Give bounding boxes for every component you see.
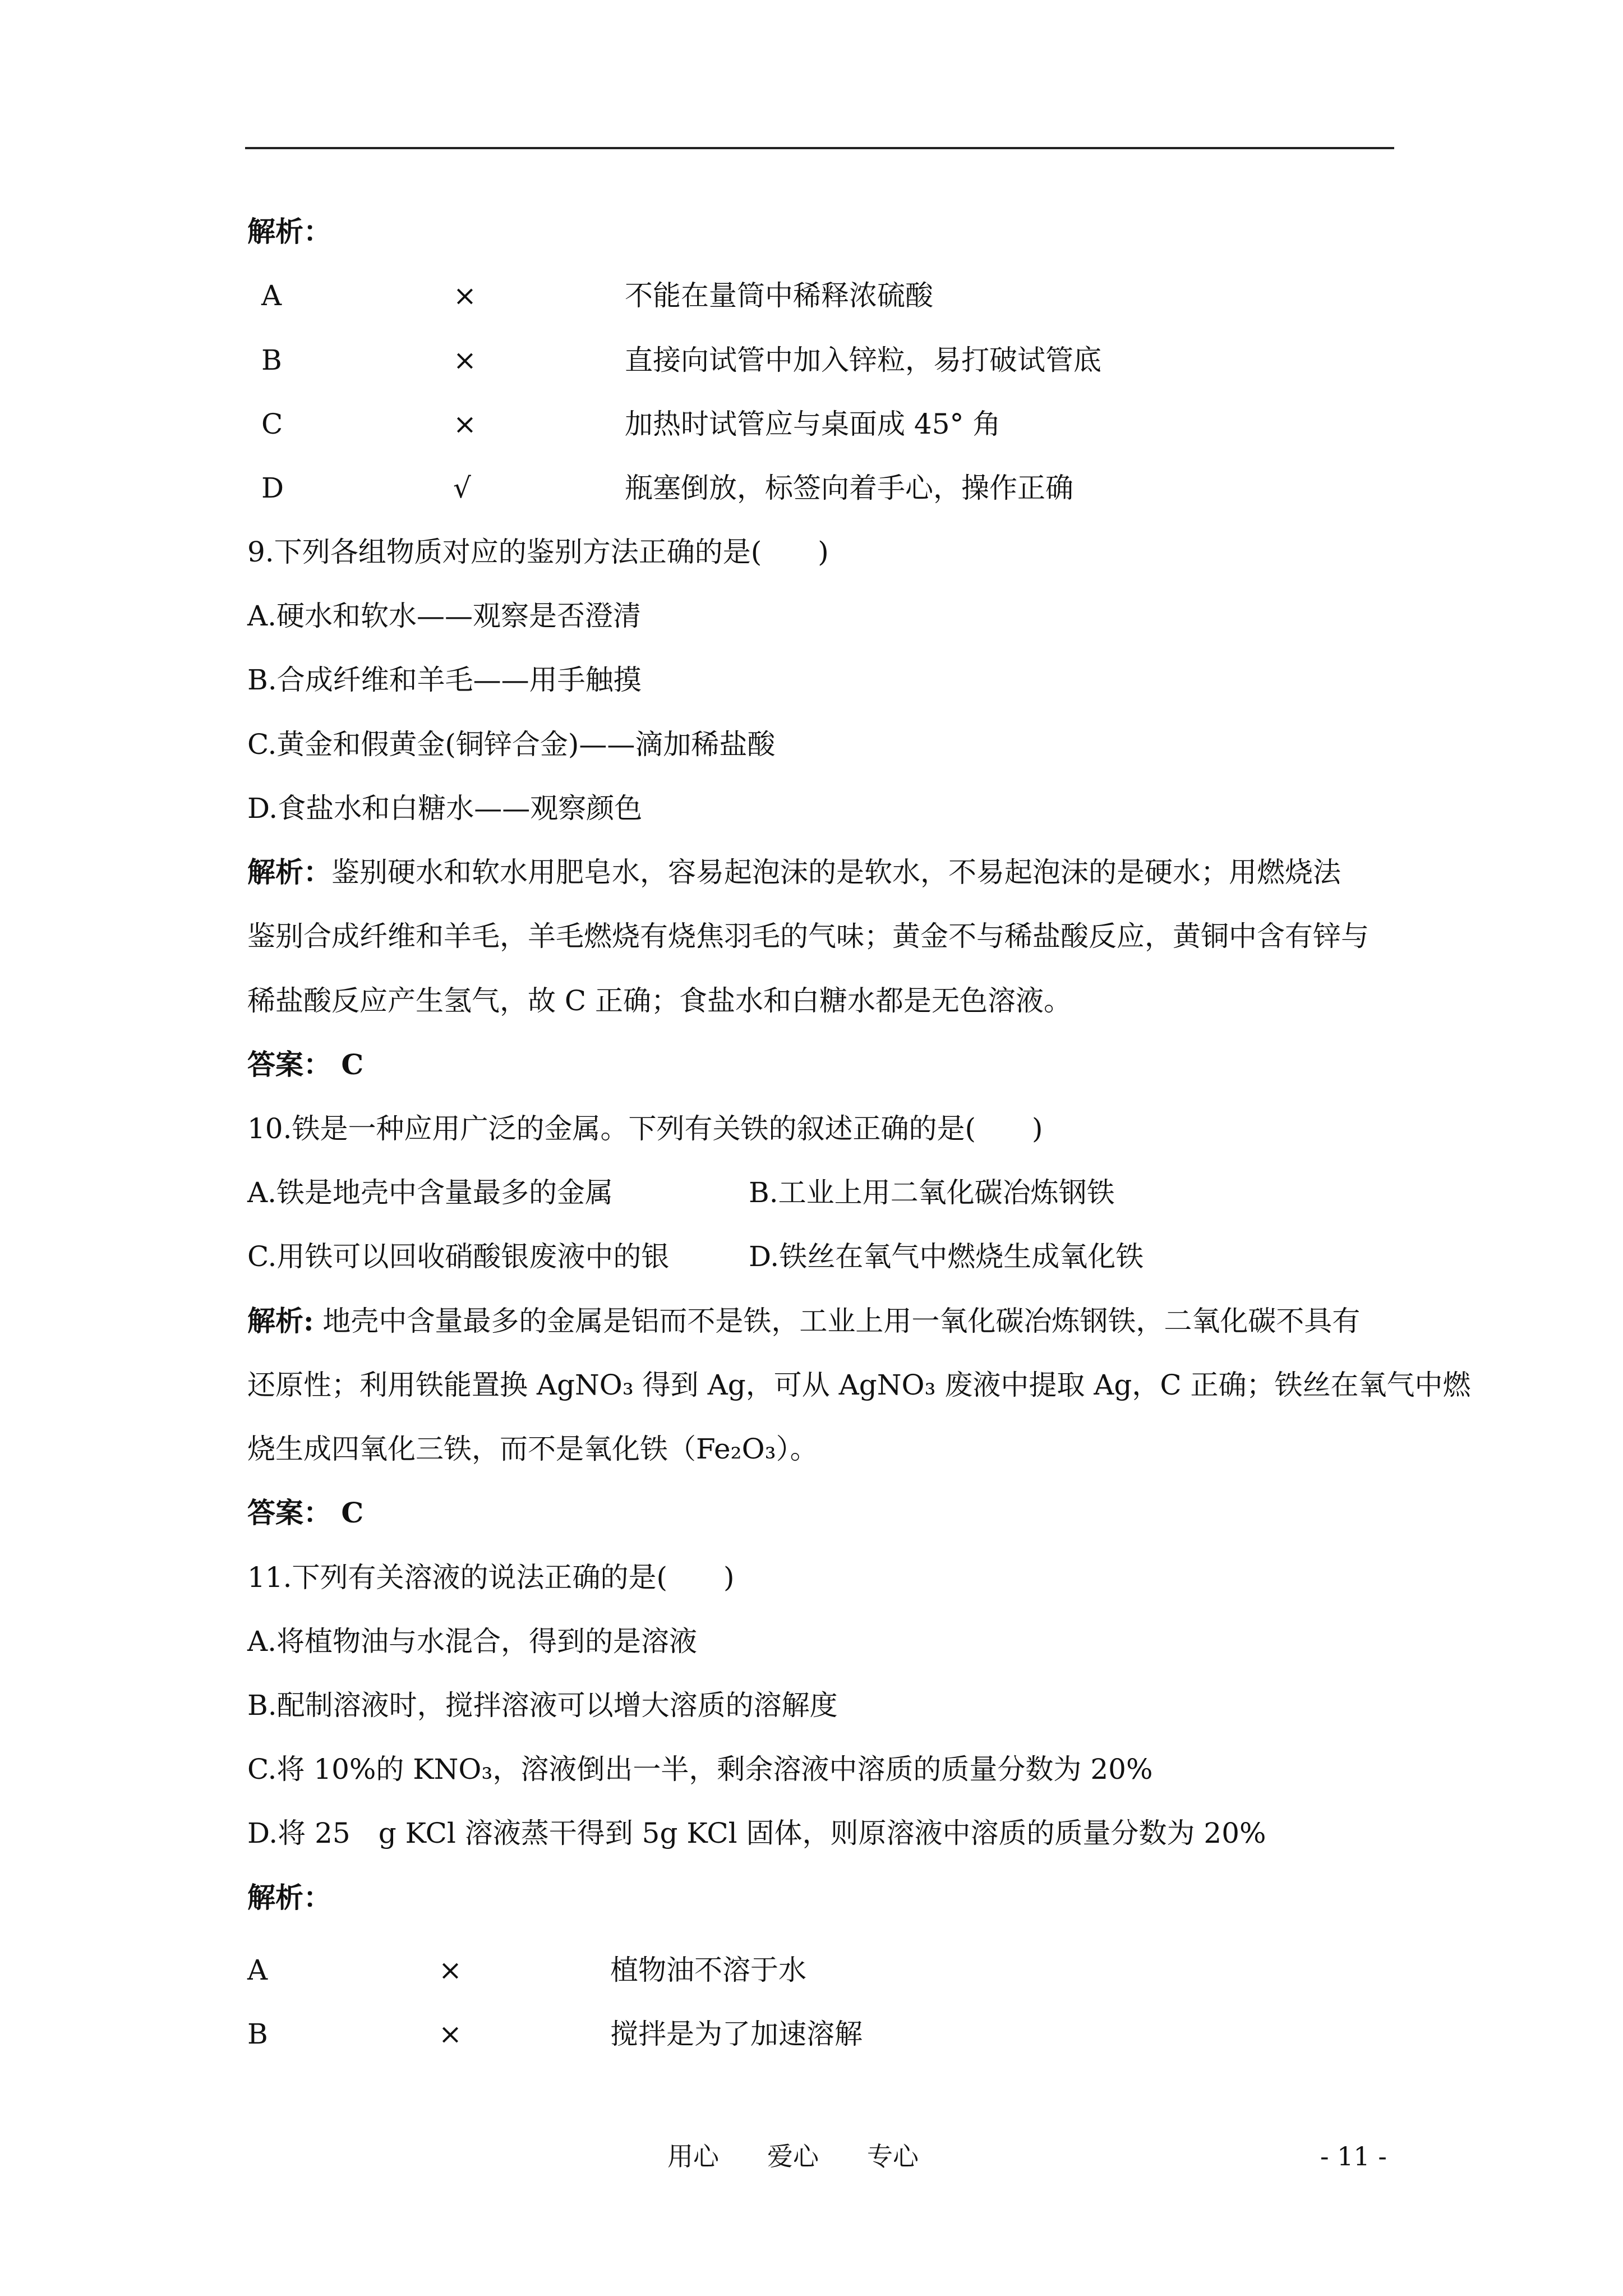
q9-analysis-label: 解析： [247,855,331,889]
q11-row-opt: B [247,2018,268,2050]
footer-motto-1: 用心 [667,2141,719,2171]
q8-row-text: 加热时试管应与桌面成 45° 角 [625,408,1001,440]
q10-stem: 10.铁是一种应用广泛的金属。下列有关铁的叙述正确的是( ) [247,1112,1043,1145]
q9-analysis-line-1 [247,855,1341,889]
q10-analysis-line-1 [247,1304,1360,1338]
q9-answer-label: 答案： [247,1048,331,1081]
q10-option-c: C.用铁可以回收硝酸银废液中的银 [247,1240,670,1273]
q11-row-mark: × [439,1954,462,1986]
q9-analysis-line-2: 鉴别合成纤维和羊毛，羊毛燃烧有烧焦羽毛的气味；黄金不与稀盐酸反应，黄铜中含有锌与 [247,920,1369,953]
q8-row-mark: × [453,408,477,440]
q8-row-mark: × [453,279,477,312]
q11-row-opt: A [247,1954,268,1986]
q9-option-d: D.食盐水和白糖水——观察颜色 [247,792,643,825]
q10-analysis-text: 地壳中含量最多的金属是铝而不是铁，工业上用一氧化碳冶炼钢铁，二氧化碳不具有 [322,1305,1361,1337]
footer-motto-2: 爱心 [767,2141,819,2171]
q8-row-text: 瓶塞倒放，标签向着手心，操作正确 [625,472,1073,504]
q8-analysis-label: 解析： [247,215,331,248]
q9-option-c: C.黄金和假黄金(铜锌合金)——滴加稀盐酸 [247,728,776,761]
q10-analysis-label: 解析: [247,1304,314,1337]
page-number: - 11 - [1320,2141,1387,2171]
q11-row-mark: × [439,2018,462,2050]
q11-option-c: C.将 10%的 KNO₃，溶液倒出一半，剩余溶液中溶质的质量分数为 20% [247,1753,1153,1786]
q11-option-b: B.配制溶液时，搅拌溶液可以增大溶质的溶解度 [247,1689,838,1722]
q9-option-b: B.合成纤维和羊毛——用手触摸 [247,664,642,696]
q9-answer-value: C [341,1048,364,1081]
q9-option-a: A.硬水和软水——观察是否澄清 [247,600,642,632]
q11-stem: 11.下列有关溶液的说法正确的是( ) [247,1561,735,1594]
q8-row-mark: × [453,344,477,376]
q8-row-mark: √ [453,472,471,504]
q11-option-d: D.将 25 g KCl 溶液蒸干得到 5g KCl 固体，则原溶液中溶质的质量分数为 20% [247,1817,1266,1849]
q8-row-text: 不能在量筒中稀释浓硫酸 [625,279,933,312]
q10-answer-value: C [341,1496,364,1529]
q11-row-text: 搅拌是为了加速溶解 [610,2018,863,2050]
q10-answer-label: 答案： [247,1496,331,1529]
q9-analysis-text: 鉴别硬水和软水用肥皂水，容易起泡沫的是软水，不易起泡沫的是硬水；用燃烧法 [331,856,1341,889]
q8-row-opt: A [261,279,282,312]
q11-analysis-label: 解析： [247,1881,331,1914]
q8-row-opt: C [261,408,283,440]
footer-motto-3: 专心 [867,2141,919,2171]
q10-option-a: A.铁是地壳中含量最多的金属 [247,1176,614,1209]
q8-row-opt: B [261,344,282,376]
q10-option-d: D.铁丝在氧气中燃烧生成氧化铁 [749,1240,1144,1273]
q9-analysis-line-3: 稀盐酸反应产生氢气，故 C 正确；食盐水和白糖水都是无色溶液。 [247,984,1072,1017]
q10-analysis-line-3: 烧生成四氧化三铁，而不是氧化铁（Fe₂O₃）。 [247,1433,818,1465]
header-rule [245,147,1394,149]
q11-option-a: A.将植物油与水混合，得到的是溶液 [247,1625,698,1658]
q10-analysis-line-2: 还原性；利用铁能置换 AgNO₃ 得到 Ag，可从 AgNO₃ 废液中提取 Ag，C 正确；铁丝在氧气中燃 [247,1369,1471,1401]
q10-answer [247,1496,363,1530]
q10-option-b: B.工业上用二氧化碳冶炼钢铁 [749,1176,1115,1209]
q9-answer [247,1048,363,1082]
q8-row-text: 直接向试管中加入锌粒，易打破试管底 [625,344,1101,376]
q9-stem: 9.下列各组物质对应的鉴别方法正确的是( ) [247,536,829,568]
q8-row-opt: D [261,472,284,504]
q11-row-text: 植物油不溶于水 [610,1954,806,1986]
